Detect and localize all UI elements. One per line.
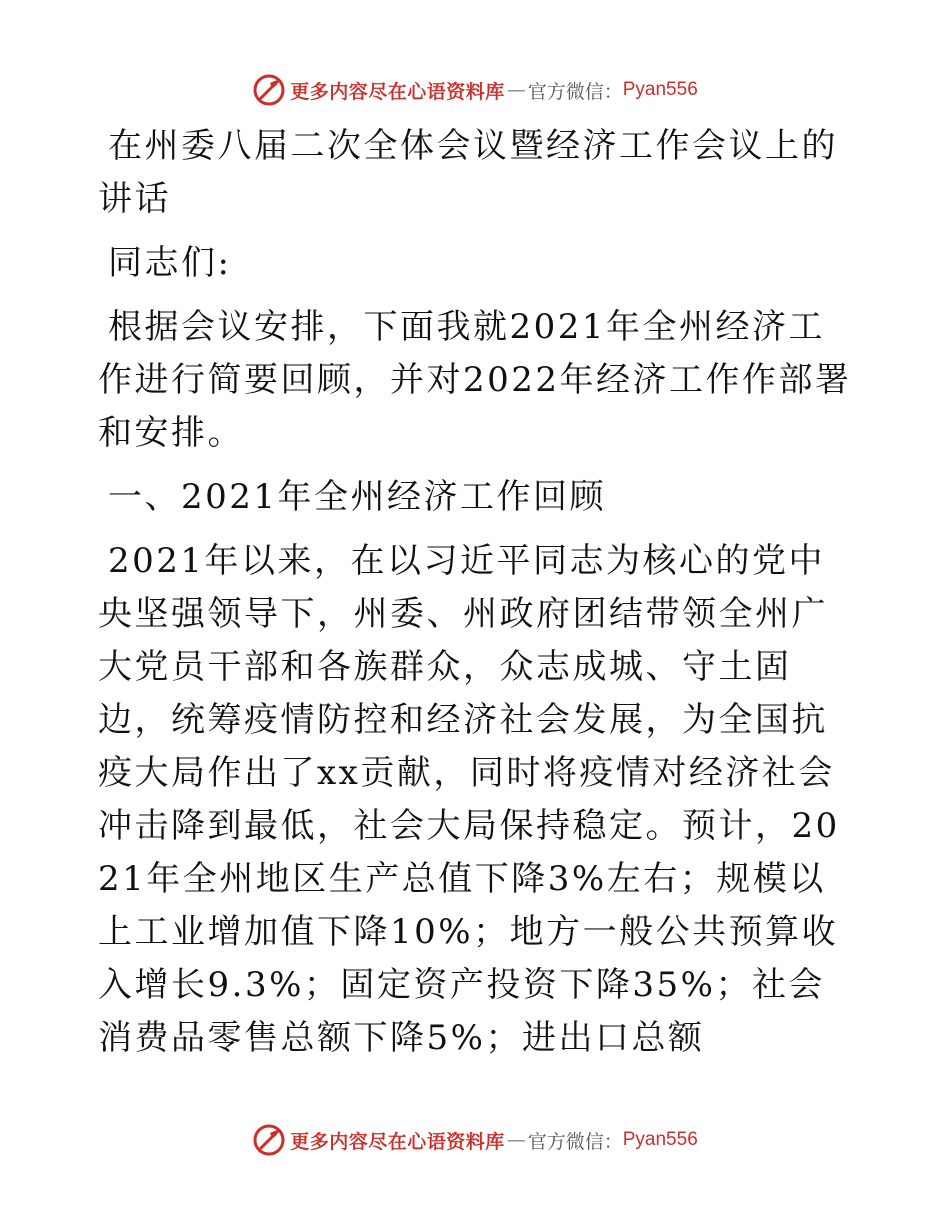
watermark-dash: — <box>506 79 526 101</box>
watermark-dash: — <box>506 1129 526 1151</box>
header-watermark <box>0 70 950 110</box>
watermark-brand-text: 更多内容尽在心语资料库 <box>290 1130 505 1153</box>
watermark-wechat-id: Pyan556 <box>622 1129 698 1150</box>
watermark-wechat-id: Pyan556 <box>622 79 698 100</box>
greeting: 同志们: <box>108 243 232 283</box>
document-body <box>98 120 858 1065</box>
document-title: 在州委八届二次全体会议暨经济工作会议上的讲话 <box>98 126 838 219</box>
footer-watermark <box>0 1120 950 1160</box>
watermark-official-label: 官方微信： <box>527 80 623 103</box>
quill-logo-icon <box>252 1123 286 1157</box>
body-paragraph: 2021年以来，在以习近平同志为核心的党中央坚强领导下，州委、州政府团结带领全州广大党员干部和各族群众，众志成城、守土固边，统筹疫情防控和经济社会发展，为全国抗疫大局作出了xx贡献，同时将疫情对经济社会冲击降到最低，社会大局保持稳定。预计，2021年全州地区生产总值下降3%左右；规模以上工业增加值下降10%；地方一般公共预算收入增长9.3%；固定资产投资下降35%；社会消费品零售总额下降5%；进出口总额 <box>98 541 840 1058</box>
quill-logo-icon <box>252 73 286 107</box>
intro-paragraph: 根据会议安排，下面我就2021年全州经济工作进行简要回顾，并对2022年经济工作作部署和安排。 <box>98 307 852 453</box>
watermark-brand-text: 更多内容尽在心语资料库 <box>290 80 505 103</box>
section-heading: 一、2021年全州经济工作回顾 <box>108 477 607 517</box>
watermark-official-label: 官方微信： <box>527 1130 623 1153</box>
